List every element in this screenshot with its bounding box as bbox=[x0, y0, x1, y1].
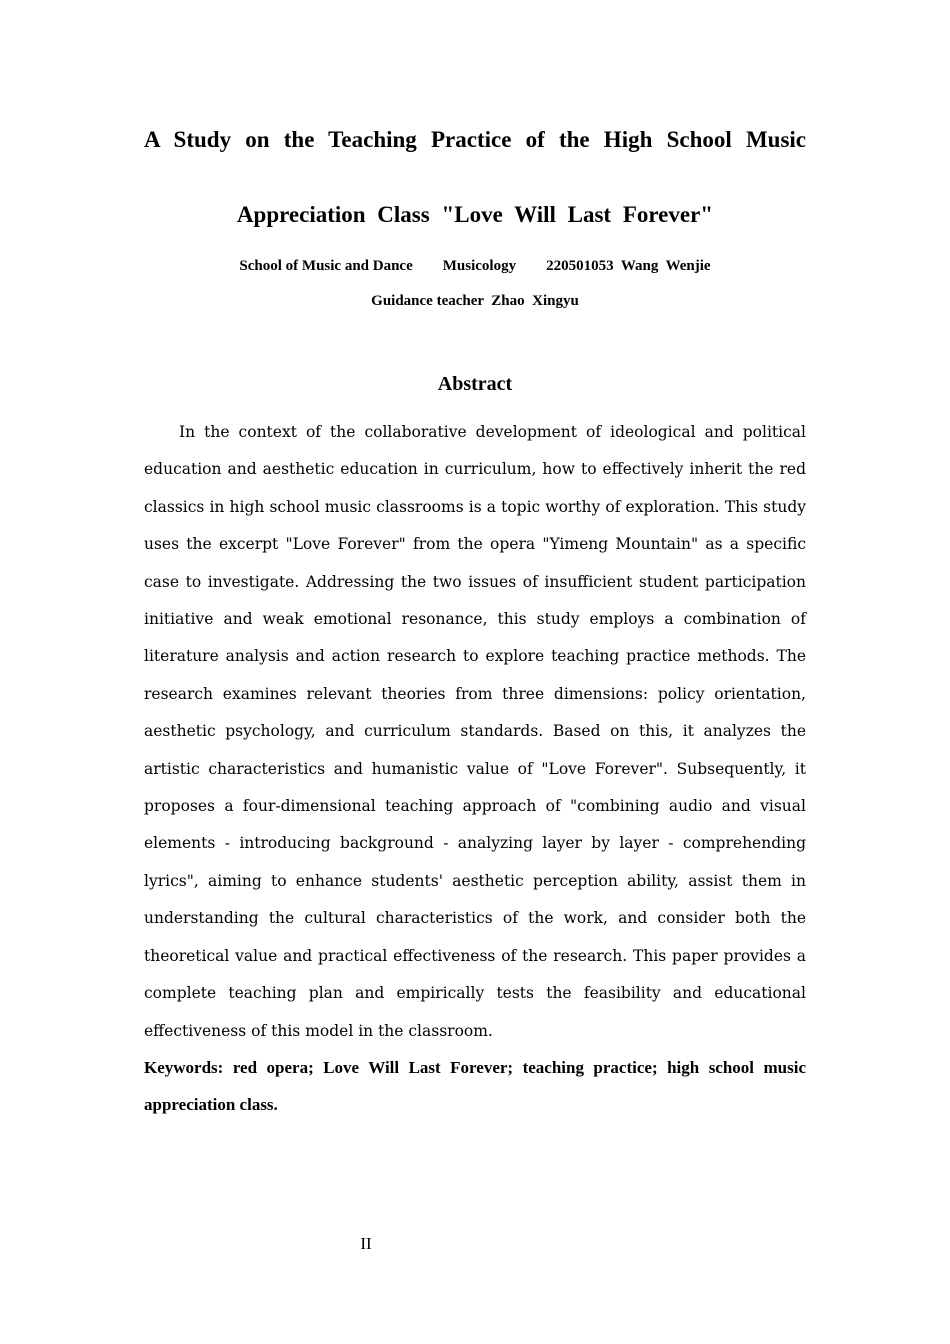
author-student-id: 220501053 bbox=[546, 258, 614, 274]
page-number: II bbox=[360, 1234, 372, 1253]
keywords bbox=[144, 1049, 806, 1124]
paper-title-line-2: Appreciation Class "Love Will Last Forever" bbox=[236, 202, 714, 227]
paper-title-line-1: A Study on the Teaching Practice of the High School Music bbox=[144, 127, 806, 152]
author-info bbox=[144, 256, 806, 276]
abstract-body: In the context of the collaborative development of ideological and political education and aesthetic education in curriculum, how to effectively inherit the red classics in high school music classrooms is a topic worthy of exploration. This study uses the excerpt "Love Forever" from the opera "Yimeng Mountain" as a specific case to investigate. Addressing the two issues of insufficient student participation initiative and weak emotional resonance, this study employs a combination of literature analysis and action research to explore teaching practice methods. The research examines relevant theories from three dimensions: policy orientation, aesthetic psychology, and curriculum standards. Based on this, it analyzes the artistic characteristics and humanistic value of "Love Forever". Subsequently, it proposes a four-dimensional teaching approach of "combining audio and visual elements - introducing background - analyzing layer by layer - comprehending lyrics", aiming to enhance students' aesthetic perception ability, assist them in understanding the cultural characteristics of the work, and consider both the theoretical value and practical effectiveness of the research. This paper provides a complete teaching plan and empirically tests the feasibility and educational effectiveness of this model in the classroom. bbox=[144, 423, 806, 1040]
keywords-text: red opera; Love Will Last Forever; teaching practice; high school music appreciation class. bbox=[144, 1058, 806, 1115]
guidance-info bbox=[144, 291, 806, 311]
author-major: Musicology bbox=[442, 258, 517, 274]
keywords-label: Keywords: bbox=[144, 1058, 224, 1077]
guidance-teacher-name: Zhao Xingyu bbox=[491, 293, 579, 309]
author-name: Wang Wenjie bbox=[620, 258, 711, 274]
guidance-label: Guidance teacher bbox=[371, 293, 484, 309]
author-school: School of Music and Dance bbox=[239, 258, 413, 274]
abstract-heading: Abstract bbox=[437, 373, 513, 395]
